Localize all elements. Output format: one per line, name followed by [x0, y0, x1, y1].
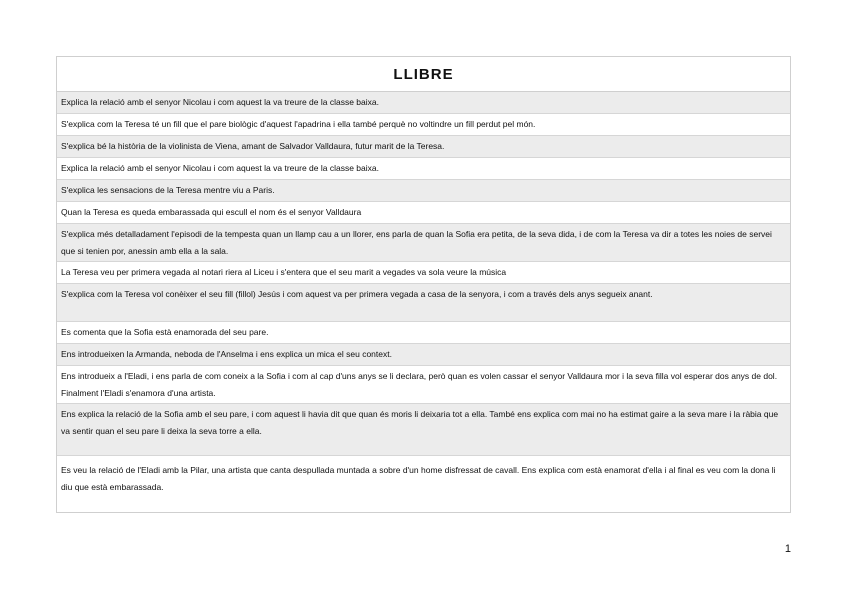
table-row: Ens introdueix a l'Eladi, i ens parla de com coneix a la Sofia i com al cap d'uns anys se li declara, però quan es volen cassar el senyor Valldaura mor i la seva filla vol esperar dos anys de dol. Finalment l'Eladi s'enamora d'una artista. [57, 366, 790, 404]
table-row: Es comenta que la Sofia està enamorada del seu pare. [57, 322, 790, 344]
table-row: Explica la relació amb el senyor Nicolau i com aquest la va treure de la classe baixa. [57, 92, 790, 114]
table-title: LLIBRE [57, 57, 790, 92]
table-row: Quan la Teresa es queda embarassada qui escull el nom és el senyor Valldaura [57, 202, 790, 224]
table-row: S'explica més detalladament l'episodi de la tempesta quan un llamp cau a un llorer, ens parla de quan la Sofia era petita, de la seva dida, i de com la Teresa va dir a totes les noies de servei que si tenien por, anessin amb ella a la sala. [57, 224, 790, 262]
table-row: S'explica com la Teresa vol conèixer el seu fill (fillol) Jesús i com aquest va per primera vegada a casa de la senyora, i com a través dels anys segueix anant. [57, 284, 790, 322]
table-row: S'explica com la Teresa té un fill que el pare biològic d'aquest l'apadrina i ella també perquè no voltindre un fill perdut pel món. [57, 114, 790, 136]
table-row: Es veu la relació de l'Eladi amb la Pilar, una artista que canta despullada muntada a sobre d'un home disfressat de cavall. Ens explica com està enamorat d'ella i al final es veu com la dona li diu que està embarassada. [57, 456, 790, 512]
table-row: Ens introdueixen la Armanda, neboda de l'Anselma i ens explica un mica el seu context. [57, 344, 790, 366]
page-number: 1 [784, 543, 791, 555]
table-row: Ens explica la relació de la Sofia amb el seu pare, i com aquest li havia dit que quan és moris li deixaria tot a ella. També ens explica com mai no ha estimat gaire a la seva mare i la ràbia que va sentir quan el seu pare li deixa la seva torre a ella. [57, 404, 790, 456]
table-row: La Teresa veu per primera vegada al notari riera al Liceu i s'entera que el seu marit a vegades va sola veure la música [57, 262, 790, 284]
book-summary-table [56, 56, 791, 513]
table-row: S'explica les sensacions de la Teresa mentre viu a Paris. [57, 180, 790, 202]
table-row: S'explica bé la història de la violinista de Viena, amant de Salvador Valldaura, futur marit de la Teresa. [57, 136, 790, 158]
table-row: Explica la relació amb el senyor Nicolau i com aquest la va treure de la classe baixa. [57, 158, 790, 180]
